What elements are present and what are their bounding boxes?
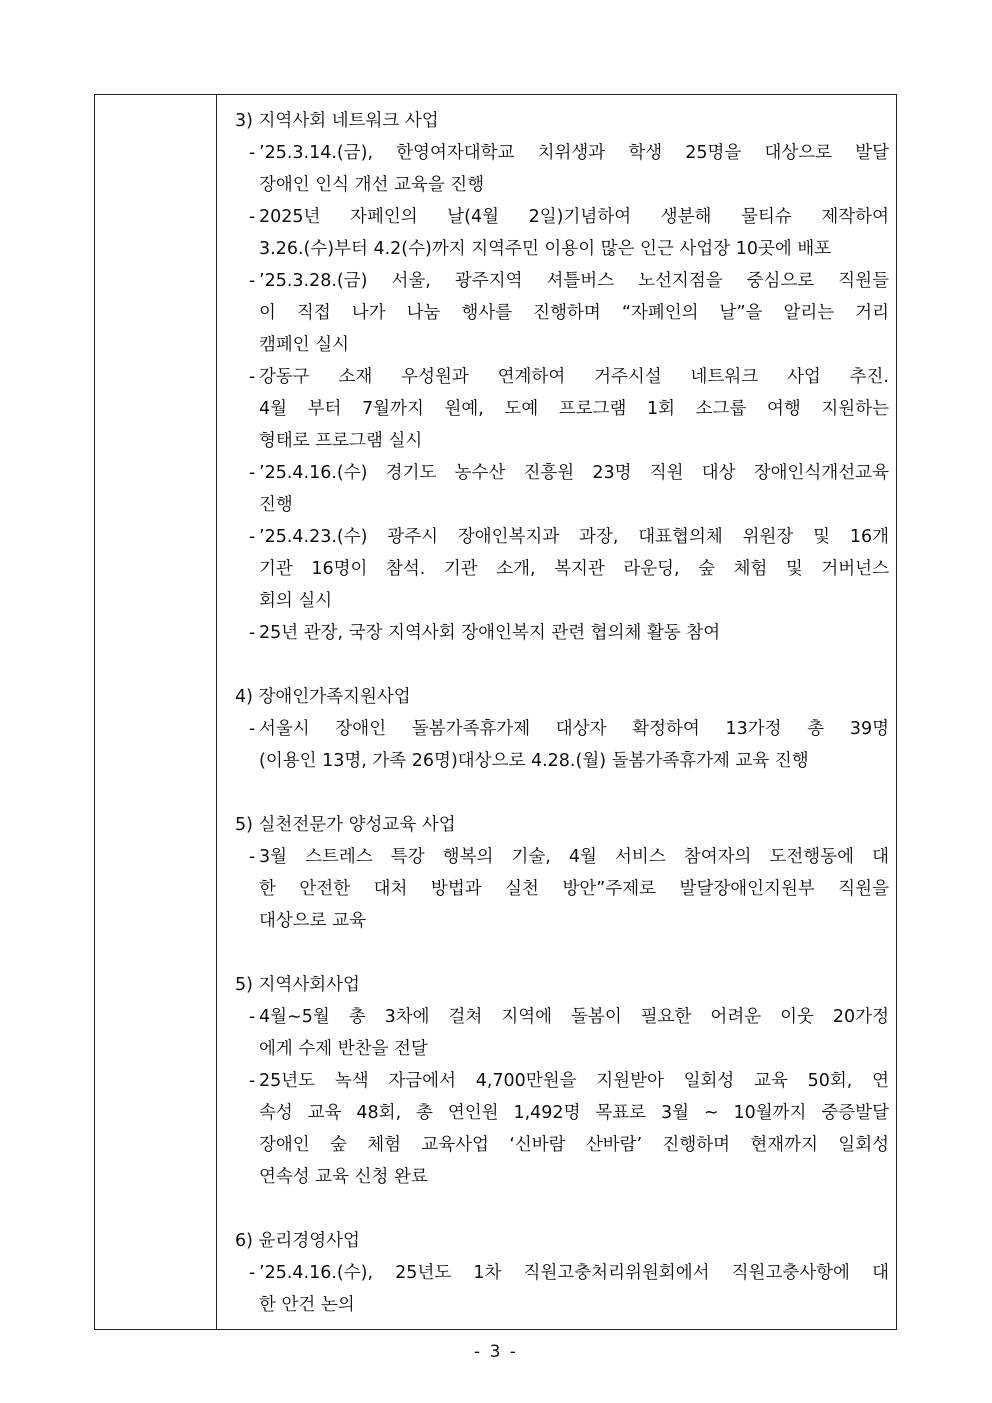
bullet-line: ’25.4.16.(수), 25년도 1차 직원고충처리위원회에서 직원고충사항에 대	[259, 1263, 889, 1283]
bullet-line: 대상으로 교육	[259, 911, 366, 931]
dash-marker: -	[249, 719, 256, 739]
label-column	[95, 95, 217, 1329]
bullet-line: 기관 16명이 참석. 기관 소개, 복지관 라운딩, 숲 체험 및 거버넌스	[259, 559, 889, 579]
bullet-item	[235, 1257, 889, 1321]
bullet-line: 한 안건 논의	[259, 1295, 355, 1315]
section-title: 5) 실천전문가 양성교육 사업	[235, 815, 456, 835]
dash-marker: -	[249, 527, 256, 547]
section-spacer	[235, 1193, 889, 1225]
bullet-item	[235, 617, 889, 649]
bullet-item	[235, 265, 889, 361]
bullet-item	[235, 361, 889, 457]
dash-marker: -	[249, 847, 256, 867]
section-spacer	[235, 777, 889, 809]
bullet-line: 이 직접 나가 나눔 행사를 진행하며 “자폐인의 날”을 알리는 거리	[259, 303, 889, 323]
bullet-line: 25년도 녹색 자금에서 4,700만원을 지원받아 일회성 교육 50회, 연	[259, 1071, 889, 1091]
bullet-item	[235, 713, 889, 777]
bullet-line: 회의 실시	[259, 591, 333, 611]
bullet-line: 장애인 인식 개선 교육을 진행	[259, 175, 485, 195]
dash-marker: -	[249, 1263, 256, 1283]
bullet-line: 속성 교육 48회, 총 연인원 1,492명 목표로 3월 ~ 10월까지 중증발달	[259, 1103, 889, 1123]
section-title: 4) 장애인가족지원사업	[235, 687, 411, 707]
bullet-item	[235, 521, 889, 617]
section-title: 6) 윤리경영사업	[235, 1231, 360, 1251]
content-cell	[235, 105, 889, 1321]
bullet-line: 한 안전한 대처 방법과 실천 방안”주제로 발달장애인지원부 직원을	[259, 879, 889, 899]
section-title: 5) 지역사회사업	[235, 975, 360, 995]
bullet-item	[235, 137, 889, 201]
dash-marker: -	[249, 1007, 256, 1027]
dash-marker: -	[249, 271, 256, 291]
bullet-item	[235, 1001, 889, 1065]
bullet-line: 4월∼5월 총 3차에 걸쳐 지역에 돌봄이 필요한 어려운 이웃 20가정	[259, 1007, 889, 1027]
dash-marker: -	[249, 463, 256, 483]
bullet-line: 강동구 소재 우성원과 연계하여 거주시설 네트워크 사업 추진.	[259, 367, 889, 387]
bullet-line: 서울시 장애인 돌봄가족휴가제 대상자 확정하여 13가정 총 39명	[259, 719, 889, 739]
bullet-line: 진행	[259, 495, 293, 515]
dash-marker: -	[249, 623, 256, 643]
bullet-line: 3.26.(수)부터 4.2(수)까지 지역주민 이용이 많은 인근 사업장 10곳에 배포	[259, 239, 832, 259]
bullet-item	[235, 841, 889, 937]
bullet-line: 형태로 프로그램 실시	[259, 431, 423, 451]
bullet-line: ’25.4.16.(수) 경기도 농수산 진흥원 23명 직원 대상 장애인식개선교육	[259, 463, 889, 483]
bullet-line: 4월 부터 7월까지 원예, 도예 프로그램 1회 소그룹 여행 지원하는	[259, 399, 889, 419]
page-number: - 3 -	[474, 1342, 518, 1362]
bullet-line: 장애인 숲 체험 교육사업 ‘신바람 산바람’ 진행하며 현재까지 일회성	[259, 1135, 889, 1155]
report-table	[94, 94, 897, 1330]
bullet-item	[235, 457, 889, 521]
bullet-line: 25년 관장, 국장 지역사회 장애인복지 관련 협의체 활동 참여	[259, 623, 721, 643]
bullet-line: 연속성 교육 신청 완료	[259, 1167, 428, 1187]
dash-marker: -	[249, 143, 256, 163]
bullet-line: ’25.4.23.(수) 광주시 장애인복지과 과장, 대표협의체 위원장 및 16개	[259, 527, 889, 547]
dash-marker: -	[249, 367, 256, 387]
bullet-line: ’25.3.28.(금) 서울, 광주지역 셔틀버스 노선지점을 중심으로 직원들	[259, 271, 889, 291]
section-spacer	[235, 649, 889, 681]
bullet-line: 에게 수제 반찬을 전달	[259, 1039, 428, 1059]
section-spacer	[235, 937, 889, 969]
bullet-line: 3월 스트레스 특강 행복의 기술, 4월 서비스 참여자의 도전행동에 대	[259, 847, 889, 867]
bullet-item	[235, 201, 889, 265]
section-title: 3) 지역사회 네트워크 사업	[235, 111, 439, 131]
dash-marker: -	[249, 1071, 256, 1091]
bullet-line: 캠페인 실시	[259, 335, 350, 355]
bullet-item	[235, 1065, 889, 1193]
dash-marker: -	[249, 207, 256, 227]
bullet-line: 2025년 자페인의 날(4월 2일)기념하여 생분해 물티슈 제작하여	[259, 207, 889, 227]
bullet-line: (이용인 13명, 가족 26명)대상으로 4.28.(월) 돌봄가족휴가제 교육 진행	[259, 751, 809, 771]
bullet-line: ’25.3.14.(금), 한영여자대학교 치위생과 학생 25명을 대상으로 발달	[259, 143, 889, 163]
